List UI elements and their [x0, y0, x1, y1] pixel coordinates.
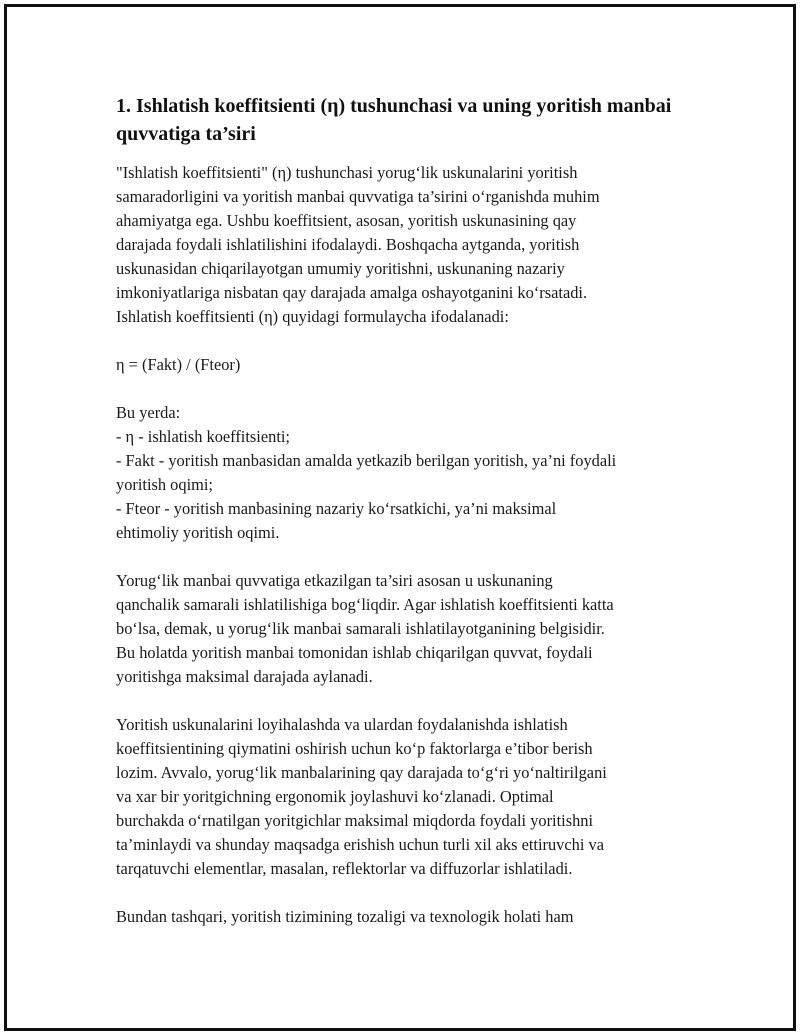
text-line: - Fakt - yoritish manbasidan amalda yetkazib berilgan yoritish, ya’ni foydali: [116, 451, 617, 470]
text-line: Yorug‘lik manbai quvvatiga etkazilgan ta’siri asosan u uskunaning: [116, 571, 553, 590]
text-line: koeffitsientining qiymatini oshirish uchun ko‘p faktorlarga e’tibor berish: [116, 739, 593, 758]
text-line: - η - ishlatish koeffitsienti;: [116, 427, 290, 446]
paragraph-gap: [116, 377, 686, 401]
paragraph: [116, 161, 686, 329]
text-line: qanchalik samarali ishlatilishiga bog‘liqdir. Agar ishlatish koeffitsienti katta: [116, 595, 614, 614]
paragraph: [116, 905, 686, 929]
text-line: Bu yerda:: [116, 403, 181, 422]
paragraph-gap: [116, 329, 686, 353]
text-line: ta’minlaydi va shunday maqsadga erishish uchun turli xil aks ettiruvchi va: [116, 835, 604, 854]
text-line: η = (Fakt) / (Fteor): [116, 355, 241, 374]
document-content: [116, 92, 686, 929]
text-line: burchakda o‘rnatilgan yoritgichlar maksimal miqdorda foydali yoritishni: [116, 811, 594, 830]
text-line: Yoritish uskunalarini loyihalashda va ulardan foydalanishda ishlatish: [116, 715, 568, 734]
text-line: darajada foydali ishlatilishini ifodalaydi. Boshqacha aytganda, yoritish: [116, 235, 580, 254]
text-line: samaradorligini va yoritish manbai quvvatiga ta’sirini o‘rganishda muhim: [116, 187, 600, 206]
text-line: bo‘lsa, demak, u yorug‘lik manbai samarali ishlatilayotganining belgisidir.: [116, 619, 605, 638]
text-line: uskunasidan chiqarilayotgan umumiy yoritishni, uskunaning nazariy: [116, 259, 565, 278]
paragraph: [116, 401, 686, 545]
text-line: Ishlatish koeffitsienti (η) quyidagi formulaycha ifodalanadi:: [116, 307, 509, 326]
paragraph-gap: [116, 689, 686, 713]
text-line: "Ishlatish koeffitsienti" (η) tushunchasi yorug‘lik uskunalarini yoritish: [116, 163, 578, 182]
paragraph-gap: [116, 545, 686, 569]
text-line: imkoniyatlariga nisbatan qay darajada amalga oshayotganini ko‘rsatadi.: [116, 283, 588, 302]
text-line: ahamiyatga ega. Ushbu koeffitsient, asosan, yoritish uskunasining qay: [116, 211, 577, 230]
text-line: Bundan tashqari, yoritish tizimining tozaligi va texnologik holati ham: [116, 907, 574, 926]
text-line: yoritishga maksimal darajada aylanadi.: [116, 667, 373, 686]
text-line: lozim. Avvalo, yorug‘lik manbalarining qay darajada to‘g‘ri yo‘naltirilgani: [116, 763, 607, 782]
text-line: yoritish oqimi;: [116, 475, 213, 494]
document-body: [116, 161, 686, 929]
paragraph: [116, 569, 686, 689]
paragraph: [116, 353, 686, 377]
section-heading: 1. Ishlatish koeffitsienti (η) tushunchasi va uning yoritish manbai quvvatiga ta’siri: [116, 95, 672, 145]
text-line: va xar bir yoritgichning ergonomik joylashuvi ko‘zlanadi. Optimal: [116, 787, 554, 806]
paragraph-gap: [116, 881, 686, 905]
paragraph: [116, 713, 686, 881]
text-line: tarqatuvchi elementlar, masalan, reflektorlar va diffuzorlar ishlatiladi.: [116, 859, 573, 878]
text-line: ehtimoliy yoritish oqimi.: [116, 523, 280, 542]
text-line: - Fteor - yoritish manbasining nazariy ko‘rsatkichi, ya’ni maksimal: [116, 499, 557, 518]
text-line: Bu holatda yoritish manbai tomonidan ishlab chiqarilgan quvvat, foydali: [116, 643, 593, 662]
